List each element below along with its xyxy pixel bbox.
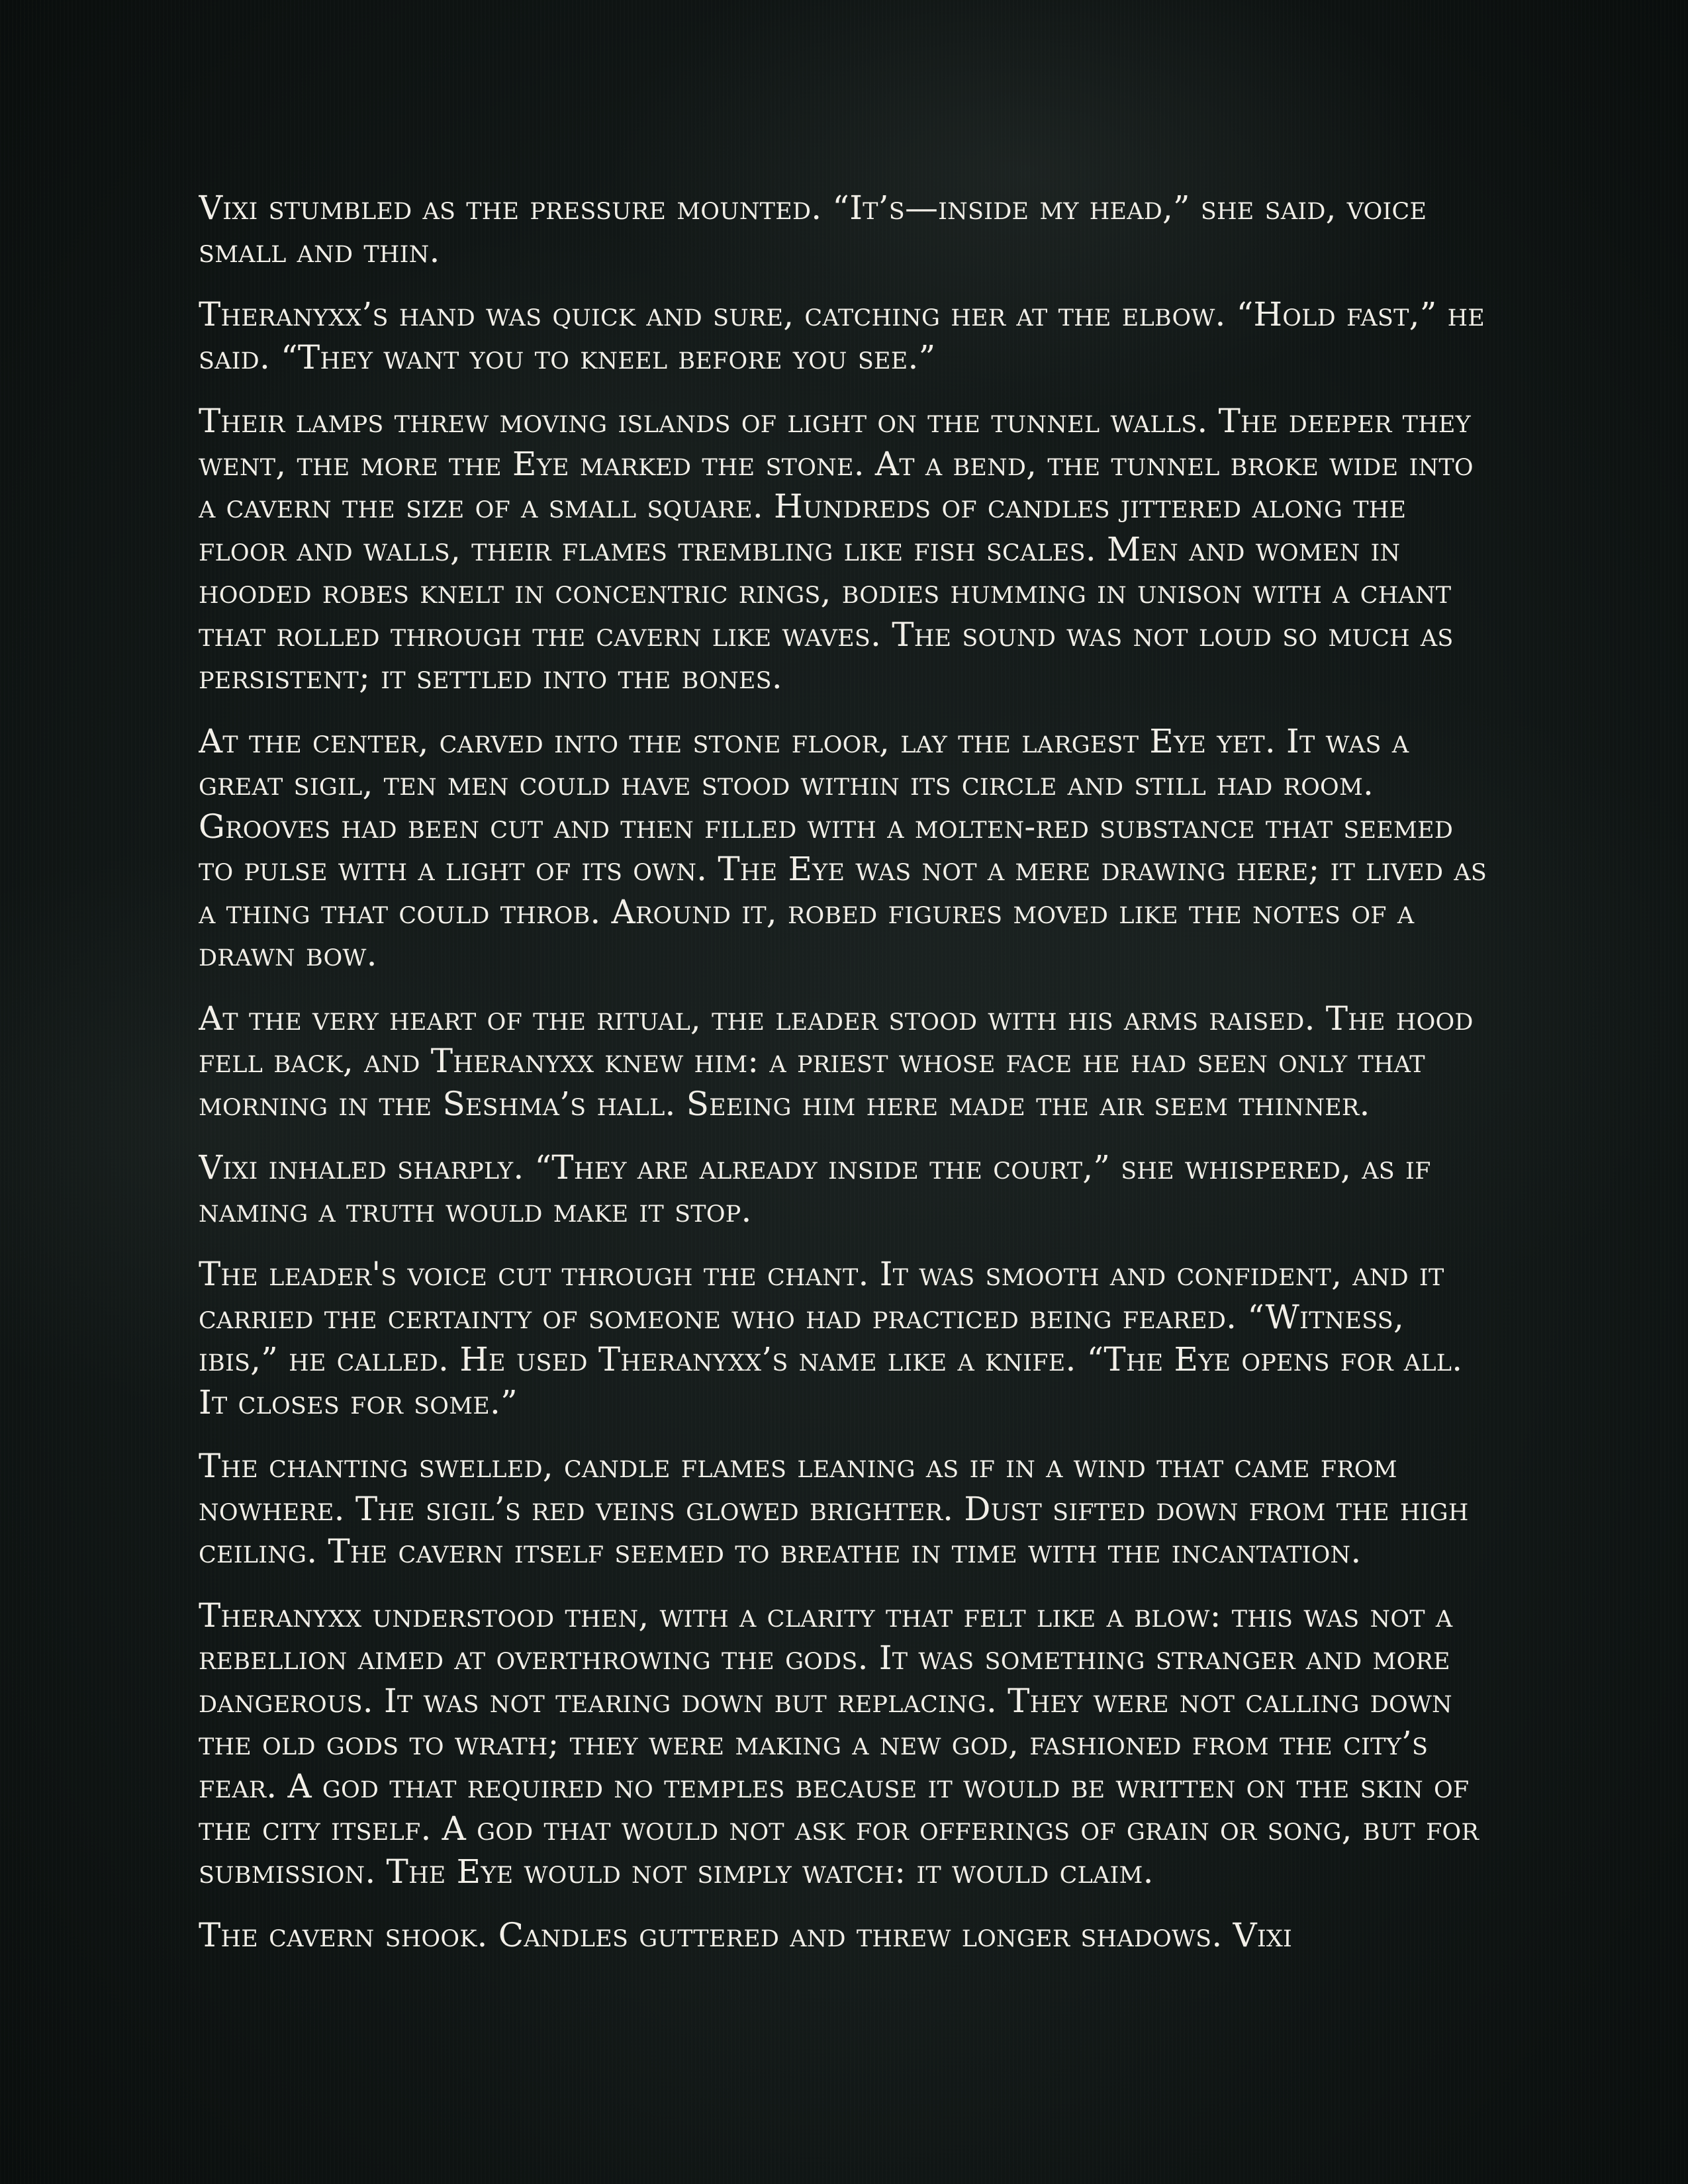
- paragraph-2: Theranyxx’s hand was quick and sure, catching her at the elbow. “Hold fast,” he said. “They want you to kneel before you see.”: [199, 295, 1485, 377]
- paragraph-1: Vixi stumbled as the pressure mounted. “It’s—inside my head,” she said, voice small and thin.: [199, 189, 1427, 270]
- story-page: [199, 187, 1489, 2159]
- paragraph-8: The chanting swelled, candle flames leaning as if in a wind that came from nowhere. The sigil’s red veins glowed brighter. Dust sifted down from the high ceiling. The cavern itself seemed to breathe in time with the incantation.: [199, 1447, 1469, 1570]
- paragraph-3: Their lamps threw moving islands of light on the tunnel walls. The deeper they went, the more the Eye marked the stone. At a bend, the tunnel broke wide into a cavern the size of a small square. Hundreds of candles jittered along the floor and walls, their flames trembling like fish scales. Men and women in hooded robes knelt in concentric rings, bodies humming in unison with a chant that rolled through the cavern like waves. The sound was not loud so much as persistent; it settled into the bones.: [199, 402, 1474, 696]
- paragraph-6: Vixi inhaled sharply. “They are already inside the court,” she whispered, as if naming a truth would make it stop.: [199, 1148, 1431, 1230]
- paragraph-9: Theranyxx understood then, with a clarity that felt like a blow: this was not a rebellion aimed at overthrowing the gods. It was something stranger and more dangerous. It was not tearing down but replacing. They were not calling down the old gods to wrath; they were making a new god, fashioned from the city’s fear. A god that required no temples because it would be written on the skin of the city itself. A god that would not ask for offerings of grain or song, but for submission. The Eye would not simply watch: it would claim.: [199, 1596, 1479, 1891]
- paragraph-10: The cavern shook. Candles guttered and threw longer shadows. Vixi: [199, 1916, 1292, 1954]
- paragraph-7: The leader's voice cut through the chant. It was smooth and confident, and it carried the certainty of someone who had practiced being feared. “Witness, ibis,” he called. He used Theranyxx’s name like a knife. “The Eye opens for all. It closes for some.”: [199, 1255, 1463, 1422]
- paragraph-4: At the center, carved into the stone floor, lay the largest Eye yet. It was a great sigil, ten men could have stood within its circle and still had room. Grooves had been cut and then filled with a molten-red substance that seemed to pulse with a light of its own. The Eye was not a mere drawing here; it lived as a thing that could throb. Around it, robed figures moved like the notes of a drawn bow.: [199, 721, 1487, 974]
- paragraph-5: At the very heart of the ritual, the leader stood with his arms raised. The hood fell back, and Theranyxx knew him: a priest whose face he had seen only that morning in the Seshma’s hall. Seeing him here made the air seem thinner.: [199, 999, 1474, 1123]
